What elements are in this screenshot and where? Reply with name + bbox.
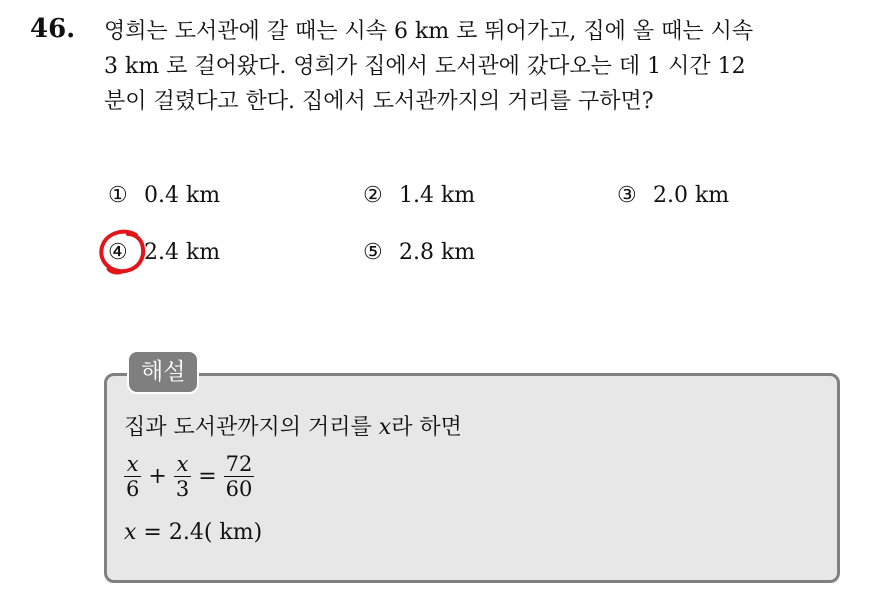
choice-3-value: 2.0 km: [653, 183, 730, 208]
choice-2-value: 1.4 km: [399, 183, 476, 208]
choice-1-value: 0.4 km: [144, 183, 221, 208]
plus-sign: +: [148, 464, 167, 489]
choice-3[interactable]: [617, 181, 729, 211]
choice-2-marker: ②: [363, 183, 383, 208]
solution-result-value: = 2.4( km): [136, 520, 263, 545]
fraction-x-over-3: [174, 452, 191, 501]
fraction-2-numerator: x: [176, 452, 189, 476]
solution-result: [124, 520, 262, 545]
choice-4-marker: ④: [108, 240, 128, 265]
solution-line-1-text: 집과 도서관까지의 거리를: [124, 415, 379, 440]
choice-3-marker: ③: [617, 183, 637, 208]
fraction-3-numerator: 72: [225, 452, 253, 476]
fraction-1-numerator: x: [126, 452, 139, 476]
choice-2[interactable]: [363, 181, 475, 211]
fraction-72-over-60: [224, 452, 255, 501]
solution-result-var: x: [124, 520, 137, 545]
choice-1[interactable]: [108, 181, 220, 211]
solution-equation: [124, 452, 254, 501]
choice-5-marker: ⑤: [363, 240, 383, 265]
fraction-x-over-6: [124, 452, 141, 501]
question-line-2: 3 km 로 걸어왔다. 영희가 집에서 도서관에 갔다오는 데 1 시간 12: [104, 54, 746, 79]
solution-line-1-var: x: [378, 415, 392, 440]
choice-5[interactable]: [363, 238, 475, 268]
fraction-3-denominator: 60: [225, 477, 253, 501]
choice-1-marker: ①: [108, 183, 128, 208]
solution-tag: 해설: [127, 350, 199, 394]
choice-4-value: 2.4 km: [144, 240, 221, 265]
solution-line-1: [124, 410, 462, 441]
fraction-1-denominator: 6: [126, 477, 140, 501]
solution-line-1-tail: 라 하면: [391, 415, 462, 440]
question-number: 46.: [30, 14, 76, 44]
choice-5-value: 2.8 km: [399, 240, 476, 265]
question-line-3: 분이 걸렸다고 한다. 집에서 도서관까지의 거리를 구하면?: [104, 89, 654, 114]
answer-circle-mark: [98, 229, 148, 275]
question-text: [104, 14, 864, 119]
question-line-1: 영희는 도서관에 갈 때는 시속 6 km 로 뛰어가고, 집에 올 때는 시속: [104, 19, 754, 44]
fraction-2-denominator: 3: [175, 477, 190, 501]
equals-sign: =: [198, 464, 217, 489]
